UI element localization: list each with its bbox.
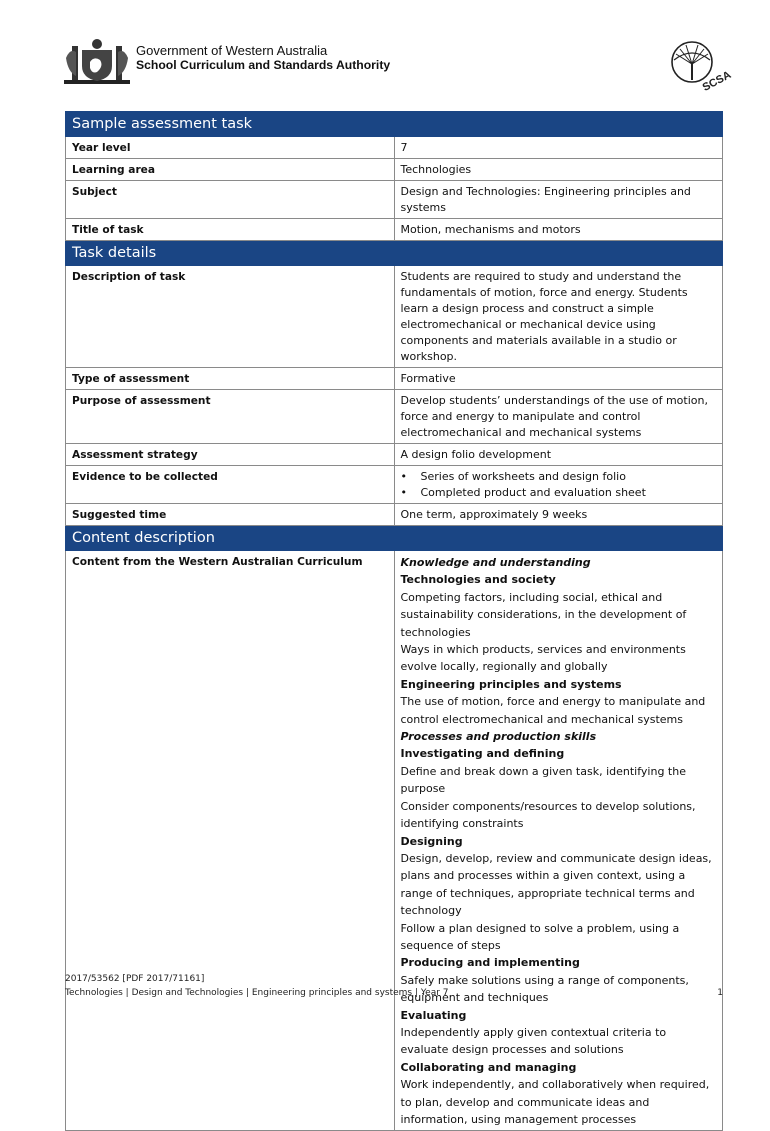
content-label: Content from the Western Australian Curriculum (66, 551, 395, 1131)
learning-area-value: Technologies (394, 159, 723, 181)
table-row (66, 466, 723, 504)
heading-eps: Engineering principles and systems (400, 677, 622, 691)
scsa-logo (664, 40, 734, 94)
heading-investigating: Investigating and defining (400, 747, 565, 761)
title-value: Motion, mechanisms and motors (394, 219, 723, 241)
footer-ref: 2017/53562 [PDF 2017/71161] (65, 974, 205, 984)
gov-line2: School Curriculum and Standards Authority (136, 58, 391, 72)
table-row (66, 137, 723, 159)
wa-crest-icon (64, 36, 130, 86)
content-item: The use of motion, force and energy to manipulate and control electromechanical and mechanical systems (400, 695, 706, 726)
content-item: Work independently, and collaboratively when required, to plan, develop and communicate ideas and information, using management processes (400, 1078, 710, 1126)
bullet-icon: • (400, 486, 407, 499)
section-title: Task details (66, 241, 723, 266)
page-footer (65, 972, 723, 1000)
title-label: Title of task (66, 219, 395, 241)
purpose-label: Purpose of assessment (66, 390, 395, 444)
bullet-icon: • (400, 470, 407, 483)
footer-breadcrumb: Technologies | Design and Technologies | Engineering principles and systems | Year 7 (65, 988, 449, 998)
table-row (66, 181, 723, 219)
table-row (66, 219, 723, 241)
page-number: 1 (717, 988, 723, 998)
strategy-value: A design folio development (394, 444, 723, 466)
table-row (66, 444, 723, 466)
table-row (66, 368, 723, 390)
content-value (394, 551, 723, 1131)
section-header-content-description (66, 526, 723, 551)
content-item: Competing factors, including social, ethical and sustainability considerations, in the development of technologies (400, 590, 687, 639)
time-value: One term, approximately 9 weeks (394, 504, 723, 526)
heading-producing: Producing and implementing (400, 956, 580, 970)
table-row (66, 504, 723, 526)
content-item: Consider components/resources to develop solutions, identifying constraints (400, 799, 696, 831)
section-header-task-details (66, 241, 723, 266)
heading-knowledge: Knowledge and understanding (400, 556, 591, 569)
subject-value: Design and Technologies: Engineering principles and systems (394, 181, 723, 219)
type-label: Type of assessment (66, 368, 395, 390)
year-level-label: Year level (66, 137, 395, 159)
type-value: Formative (394, 368, 723, 390)
section-title: Sample assessment task (66, 112, 723, 137)
description-label: Description of task (66, 266, 395, 368)
evidence-label: Evidence to be collected (66, 466, 395, 504)
strategy-label: Assessment strategy (66, 444, 395, 466)
gov-line1: Government of Western Australia (136, 43, 328, 58)
page-header (64, 36, 734, 94)
content-item: Independently apply given contextual criteria to evaluate design processes and solutions (400, 1025, 667, 1057)
purpose-value: Develop students’ understandings of the use of motion, force and energy to manipulate and control electromechanical and mechanical systems (394, 390, 723, 444)
time-label: Suggested time (66, 504, 395, 526)
table-row (66, 266, 723, 368)
heading-collaborating: Collaborating and managing (400, 1060, 577, 1074)
subject-label: Subject (66, 181, 395, 219)
year-level-value: 7 (394, 137, 723, 159)
content-item: Follow a plan designed to solve a problem, using a sequence of steps (400, 921, 680, 952)
table-row (66, 551, 723, 1131)
section-title: Content description (66, 526, 723, 551)
heading-tech-society: Technologies and society (400, 573, 556, 587)
list-item: • Completed product and evaluation sheet (400, 486, 646, 499)
evidence-list (401, 469, 717, 501)
heading-designing: Designing (400, 834, 463, 848)
content-item: Design, develop, review and communicate design ideas, plans and processes within a given context, using a range of techniques, appropriate technical terms and technology (400, 851, 712, 918)
heading-processes: Processes and production skills (400, 730, 597, 744)
scsa-logo-text: SCSA (700, 68, 734, 94)
description-value: Students are required to study and understand the fundamentals of motion, force and energy. Students learn a design process and construct a simple electromechanical or mechanical device using components and materials available in a studio or workshop. (394, 266, 723, 368)
learning-area-label: Learning area (66, 159, 395, 181)
list-item: • Series of worksheets and design folio (400, 470, 626, 483)
evidence-value (394, 466, 723, 504)
table-row (66, 390, 723, 444)
table-row (66, 159, 723, 181)
content-item: Ways in which products, services and environments evolve locally, regionally and globally (400, 643, 686, 674)
section-header-sample (66, 112, 723, 137)
heading-evaluating: Evaluating (400, 1008, 467, 1022)
content-item: Safely make solutions using a range of components, equipment and techniques (400, 973, 689, 1005)
content-item: Define and break down a given task, identifying the purpose (400, 764, 686, 796)
